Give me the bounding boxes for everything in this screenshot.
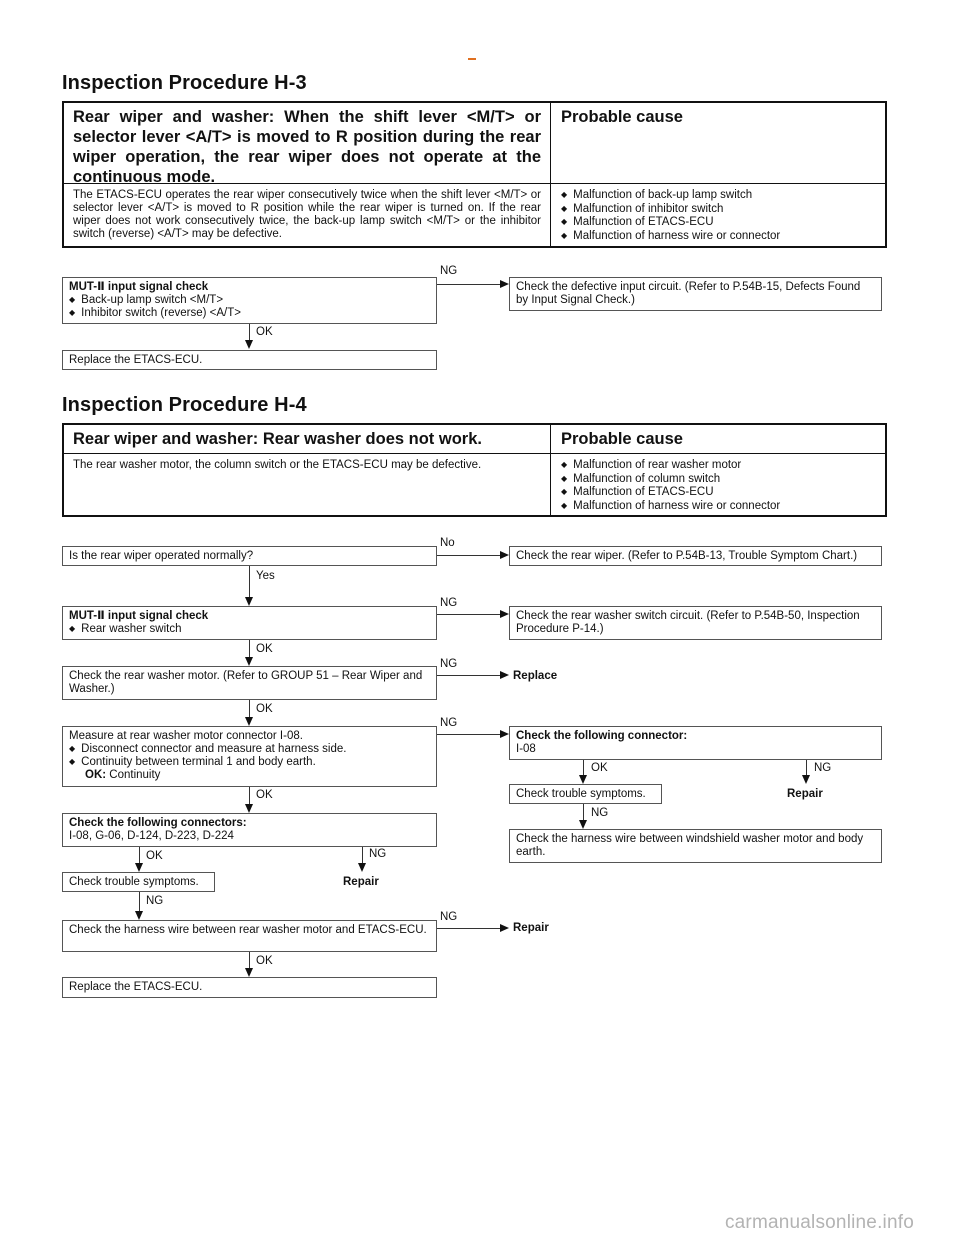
arrow-right-icon (500, 924, 509, 932)
h4-s4-ng-line (437, 734, 500, 735)
list-item: ◆ Malfunction of rear washer motor (561, 459, 875, 473)
h4-s5-ng-label: NG (369, 848, 387, 860)
h4-s4-ok-val: Continuity (109, 769, 161, 781)
h3-causes-cell (551, 184, 885, 246)
h4-q1-no-box: Check the rear wiper. (Refer to P.54B-13, Trouble Symptom Chart.) (509, 546, 882, 566)
h3-step1-ok-label: OK (256, 326, 273, 338)
h4-s3-ng-line (437, 675, 500, 676)
h4-cause-header: Probable cause (561, 430, 683, 448)
h4-description: The rear washer motor, the column switch or the ETACS-ECU may be defective. (64, 454, 551, 515)
list-item: ◆ Rear washer switch (69, 623, 430, 636)
h4-s2-box (62, 606, 437, 640)
h3-cause-header: Probable cause (561, 108, 683, 126)
top-accent-mark (468, 58, 476, 60)
h4-cause-header-cell (551, 425, 885, 454)
arrow-right-icon (500, 730, 509, 738)
arrow-down-icon (135, 911, 143, 920)
h4-s4-ng-ng-line (806, 760, 807, 776)
h4-s4-ng-repair: Repair (787, 788, 823, 800)
arrow-right-icon (500, 610, 509, 618)
h4-s4-ng-box (509, 726, 882, 760)
arrow-down-icon (245, 717, 253, 726)
h4-s4-ok-label: OK (256, 789, 273, 801)
h4-s4-ng-conn: I-08 (516, 743, 536, 755)
h4-s5-trouble-ng-label: NG (146, 895, 164, 907)
h4-s4-ok-spec (69, 769, 430, 782)
arrow-down-icon (245, 968, 253, 977)
h4-s2-ng-label: NG (440, 597, 458, 609)
h4-s2-ng-box: Check the rear washer switch circuit. (Refer to P.54B-50, Inspection Procedure P-14.) (509, 606, 882, 640)
h4-s6-ok-label: OK (256, 955, 273, 967)
h4-s3-ng-label: NG (440, 658, 458, 670)
h4-s5-title: Check the following connectors: (69, 817, 247, 829)
h4-s4-ng-title: Check the following connector: (516, 730, 688, 742)
watermark-text: carmanualsonline.info (724, 1212, 914, 1233)
arrow-down-icon (245, 657, 253, 666)
h4-s3-ng-text: Replace (513, 670, 558, 682)
list-item: ◆ Malfunction of harness wire or connector (561, 230, 875, 244)
arrow-down-icon (135, 863, 143, 872)
h3-symptom-table (62, 101, 887, 248)
h4-s6-ok-line (249, 952, 250, 969)
h4-s2-ok-line (249, 640, 250, 658)
h4-s4-harness-box: Check the harness wire between windshield washer motor and body earth. (509, 829, 882, 863)
h4-s6-box: Check the harness wire between rear washer motor and ETACS-ECU. (62, 920, 437, 952)
arrow-down-icon (245, 804, 253, 813)
h4-s2-title: MUT-Ⅱ input signal check (69, 610, 209, 622)
list-item: ◆ Malfunction of column switch (561, 473, 875, 487)
h4-s4-trouble-ng-label: NG (591, 807, 609, 819)
h4-s4-line1: Measure at rear washer motor connector I-08. (69, 730, 303, 742)
h4-q1-yes-label: Yes (256, 570, 275, 582)
h3-step1-list (69, 294, 430, 320)
h4-s5-ok-line (139, 847, 140, 864)
h4-causes-cell (551, 454, 885, 515)
h3-cause-header-cell (551, 103, 885, 184)
h4-q1-no-line (437, 555, 500, 556)
h3-step1-ng-label: NG (440, 265, 458, 277)
h4-causes-list (561, 459, 875, 513)
h4-title: Inspection Procedure H-4 (62, 394, 307, 416)
h4-s5-trouble-box: Check trouble symptoms. (62, 872, 215, 892)
list-item: ◆ Disconnect connector and measure at harness side. (69, 743, 430, 756)
h4-s2-ng-line (437, 614, 500, 615)
h4-s2-ok-label: OK (256, 643, 273, 655)
h3-step1-ng-line (437, 284, 500, 285)
arrow-down-icon (245, 340, 253, 349)
arrow-down-icon (579, 820, 587, 829)
h4-s4-ok-line (249, 787, 250, 805)
h4-s3-ok-line (249, 700, 250, 718)
list-item: ◆ Continuity between terminal 1 and body earth. (69, 756, 430, 769)
h3-step1-title: MUT-Ⅱ input signal check (69, 281, 209, 293)
h4-s5-box (62, 813, 437, 847)
arrow-down-icon (802, 775, 810, 784)
h4-s4-ok-key: OK: (85, 769, 107, 781)
h3-causes-list (561, 189, 875, 243)
arrow-right-icon (500, 280, 509, 288)
h4-s5-trouble-ng-line (139, 892, 140, 913)
arrow-down-icon (245, 597, 253, 606)
h4-s6-ng-line (437, 928, 500, 929)
arrow-down-icon (579, 775, 587, 784)
arrow-right-icon (500, 551, 509, 559)
list-item: ◆ Malfunction of harness wire or connector (561, 500, 875, 514)
h3-symptom-cell (64, 103, 551, 184)
h4-s5-repair: Repair (343, 876, 379, 888)
h4-s2-list (69, 623, 430, 636)
h4-s3-box: Check the rear washer motor. (Refer to GROUP 51 – Rear Wiper and Washer.) (62, 666, 437, 700)
h3-description: The ETACS-ECU operates the rear wiper consecutively twice when the shift lever <M/T> or selector lever <A/T> is moved to R position while the rear wiper is turned on. If the rear wiper does not work consecutively twice, the back-up lamp switch <M/T> or the inhibitor switch (reverse) <A/T> may be defective. (64, 184, 551, 246)
h4-s6-ng-text: Repair (513, 922, 549, 934)
list-item: ◆ Inhibitor switch (reverse) <A/T> (69, 307, 430, 320)
h4-s4-ng-ok-line (583, 760, 584, 776)
h3-step2-box: Replace the ETACS-ECU. (62, 350, 437, 370)
h4-s4-trouble-box: Check trouble symptoms. (509, 784, 662, 804)
h4-s5-ng-line (362, 847, 363, 864)
list-item: ◆ Back-up lamp switch <M/T> (69, 294, 430, 307)
list-item: ◆ Malfunction of inhibitor switch (561, 203, 875, 217)
h3-step1-box (62, 277, 437, 324)
h4-yes-line (249, 566, 250, 598)
h4-s4-ng-ok-label: OK (591, 762, 608, 774)
list-item: ◆ Malfunction of ETACS-ECU (561, 486, 875, 500)
h4-s5-conns: I-08, G-06, D-124, D-223, D-224 (69, 830, 234, 842)
h4-symptom-table (62, 423, 887, 517)
h3-title: Inspection Procedure H-3 (62, 72, 307, 94)
list-item: ◆ Malfunction of ETACS-ECU (561, 216, 875, 230)
h4-s4-box (62, 726, 437, 787)
h4-s4-list (69, 743, 430, 769)
h4-s6-ng-label: NG (440, 911, 458, 923)
h4-s4-ng-label: NG (440, 717, 458, 729)
h4-s4-ng-ng-label: NG (814, 762, 832, 774)
h3-step1-ng-box: Check the defective input circuit. (Refer to P.54B-15, Defects Found by Input Signal Check.) (509, 277, 882, 311)
list-item: ◆ Malfunction of back-up lamp switch (561, 189, 875, 203)
h4-s7-box: Replace the ETACS-ECU. (62, 977, 437, 998)
h4-symptom-cell (64, 425, 551, 454)
h4-s5-ok-label: OK (146, 850, 163, 862)
h3-symptom-title: Rear wiper and washer: When the shift lever <M/T> or selector lever <A/T> is moved to R position during the rear wiper operation, the rear wiper does not operate at the continuous mode. (73, 108, 541, 186)
h4-q1-no-label: No (440, 537, 455, 549)
h4-s4-trouble-ng-line (583, 804, 584, 821)
arrow-right-icon (500, 671, 509, 679)
h4-q1-box: Is the rear wiper operated normally? (62, 546, 437, 566)
h4-s3-ok-label: OK (256, 703, 273, 715)
h4-symptom-title: Rear wiper and washer: Rear washer does not work. (73, 430, 482, 448)
arrow-down-icon (358, 863, 366, 872)
